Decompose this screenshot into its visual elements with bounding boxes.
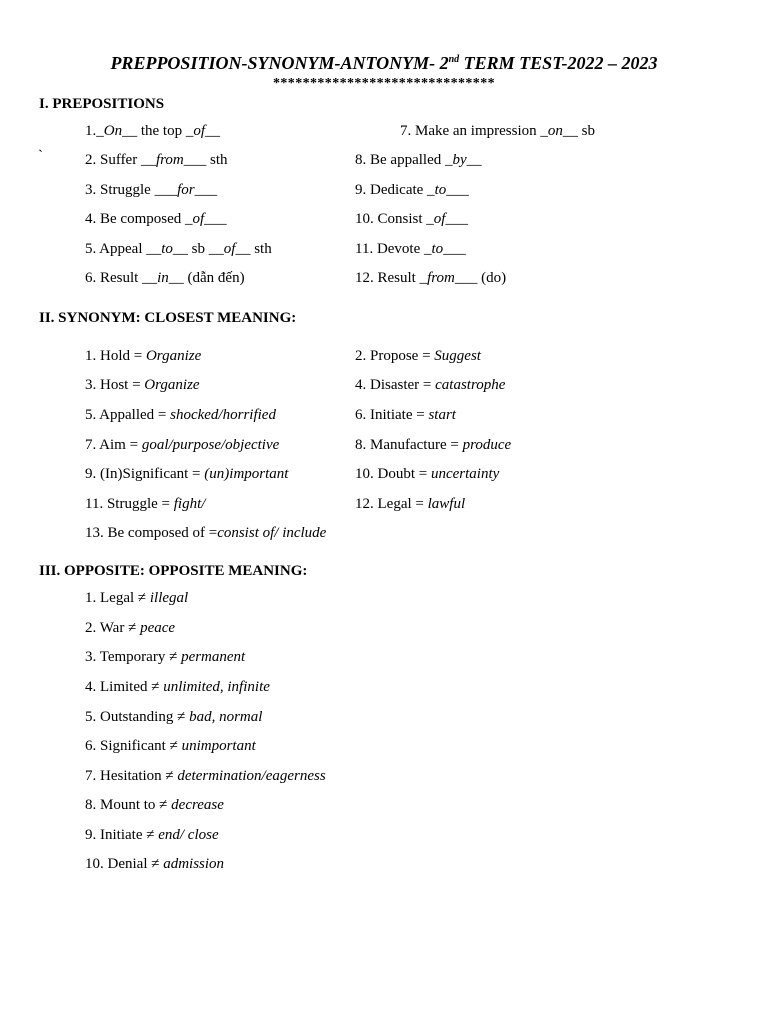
synonym-item: 1. Hold = Organize <box>85 348 202 364</box>
preposition-item: 5. Appeal __to__ sb __of__ sth <box>85 241 272 257</box>
title-rest: TERM TEST-2022 – 2023 <box>459 53 658 73</box>
opposite-item: 6. Significant ≠ unimportant <box>85 738 256 754</box>
synonym-item: 8. Manufacture = produce <box>355 437 512 453</box>
prepositions-heading: I. PREPOSITIONS <box>39 96 165 112</box>
preposition-item: 1._On__ the top _of__ <box>85 123 221 139</box>
synonym-item: 3. Host = Organize <box>85 377 200 393</box>
preposition-item: 10. Consist _of___ <box>355 211 468 227</box>
opposite-item: 7. Hesitation ≠ determination/eagerness <box>85 768 326 784</box>
preposition-item: 3. Struggle ___for___ <box>85 182 218 198</box>
stray-mark: ` <box>38 148 43 164</box>
preposition-item: 2. Suffer __from___ sth <box>85 152 228 168</box>
preposition-item: 4. Be composed _of___ <box>85 211 227 227</box>
preposition-item: 11. Devote _to___ <box>355 241 466 257</box>
preposition-item: 12. Result _from___ (do) <box>355 270 507 286</box>
title-main: PREPPOSITION-SYNONYM-ANTONYM- 2 <box>110 53 449 73</box>
title-divider: ****************************** <box>273 76 495 91</box>
synonym-item: 13. Be composed of =consist of/ include <box>85 525 327 541</box>
title-superscript: nd <box>448 54 460 65</box>
opposite-item: 5. Outstanding ≠ bad, normal <box>85 709 263 725</box>
synonym-item: 9. (In)Significant = (un)important <box>85 466 289 482</box>
synonym-item: 11. Struggle = fight/ <box>85 496 206 512</box>
synonym-item: 2. Propose = Suggest <box>355 348 481 364</box>
opposite-item: 2. War ≠ peace <box>85 620 176 636</box>
preposition-item: 8. Be appalled _by__ <box>355 152 482 168</box>
synonym-item: 10. Doubt = uncertainty <box>355 466 500 482</box>
opposites-heading: III. OPPOSITE: OPPOSITE MEANING: <box>39 563 308 579</box>
opposite-item: 3. Temporary ≠ permanent <box>85 649 246 665</box>
synonym-item: 6. Initiate = start <box>355 407 456 423</box>
opposite-item: 4. Limited ≠ unlimited, infinite <box>85 679 270 695</box>
synonym-item: 5. Appalled = shocked/horrified <box>85 407 276 423</box>
preposition-item: 9. Dedicate _to___ <box>355 182 469 198</box>
synonym-item: 12. Legal = lawful <box>355 496 466 512</box>
opposite-item: 8. Mount to ≠ decrease <box>85 797 224 813</box>
synonyms-heading: II. SYNONYM: CLOSEST MEANING: <box>39 310 297 326</box>
opposite-item: 1. Legal ≠ illegal <box>85 590 189 606</box>
opposite-item: 9. Initiate ≠ end/ close <box>85 827 219 843</box>
preposition-item: 7. Make an impression _on__ sb <box>400 123 595 139</box>
synonym-item: 4. Disaster = catastrophe <box>355 377 506 393</box>
opposite-item: 10. Denial ≠ admission <box>85 856 225 872</box>
synonym-item: 7. Aim = goal/purpose/objective <box>85 437 280 453</box>
preposition-item: 6. Result __in__ (dẫn đến) <box>85 270 245 286</box>
page-title <box>0 53 768 74</box>
